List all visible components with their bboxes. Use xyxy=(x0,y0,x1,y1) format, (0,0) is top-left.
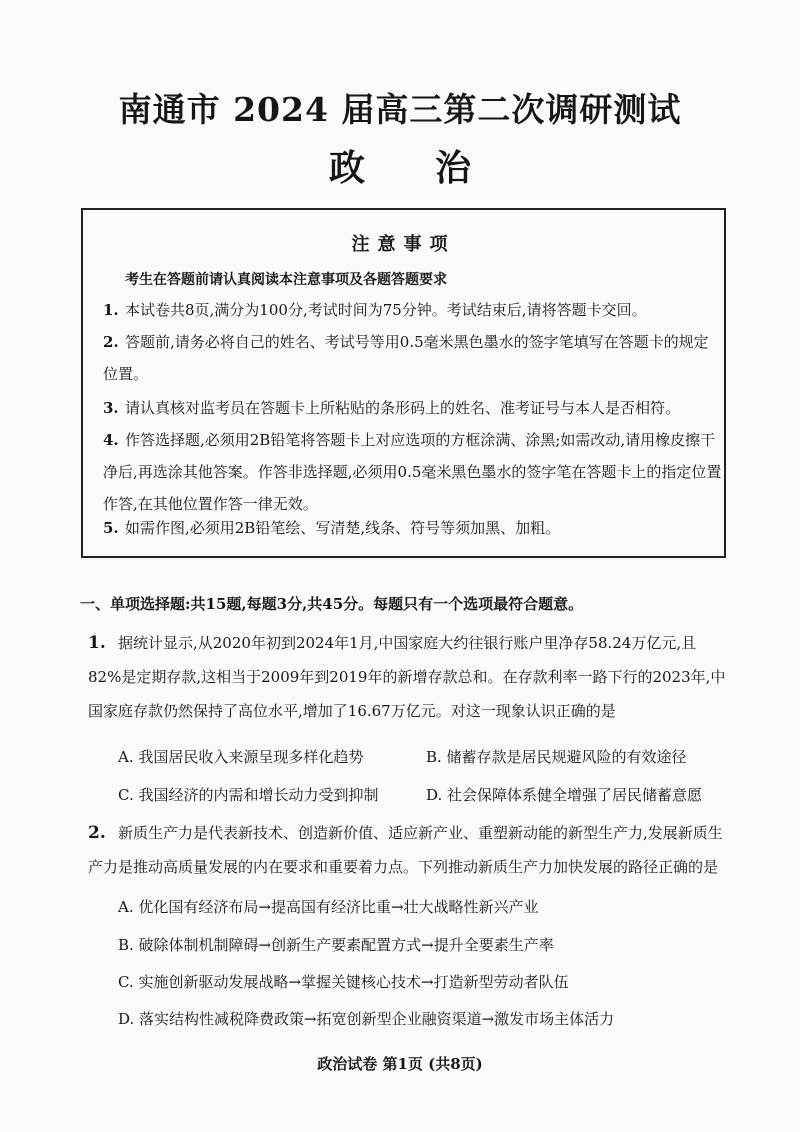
question-number: 2. xyxy=(88,823,106,843)
notice-item-number: 1. xyxy=(103,301,119,319)
question-stem xyxy=(88,626,728,728)
page-title: 南通市 2024 届高三第二次调研测试 xyxy=(118,90,682,129)
notice-item-number: 5. xyxy=(103,519,119,537)
notice-item xyxy=(103,326,723,390)
question-text: 新质生产力是代表新技术、创造新价值、适应新产业、重塑新动能的新型生产力,发展新质生产力是推动高质量发展的内在要求和重要着力点。下列推动新质生产力加快发展的路径正确的是 xyxy=(88,824,723,876)
notice-box xyxy=(81,208,726,558)
question-stem xyxy=(88,816,728,884)
option-b: B. 储蓄存款是居民规避风险的有效途径 xyxy=(426,748,687,766)
notice-item-text: 作答选择题,必须用2B铅笔将答题卡上对应选项的方框涂满、涂黑;如需改动,请用橡皮擦干净后,再选涂其他答案。作答非选择题,必须用0.5毫米黑色墨水的签字笔在答题卡上的指定位置作答,在其他位置作答一律无效。 xyxy=(103,431,722,513)
notice-item-number: 2. xyxy=(103,333,119,351)
option-c: C. 我国经济的内需和增长动力受到抑制 xyxy=(118,786,379,804)
notice-item xyxy=(103,392,723,424)
option-d: D. 社会保障体系健全增强了居民储蓄意愿 xyxy=(426,786,703,804)
notice-item-number: 4. xyxy=(103,431,119,449)
option-a: A. 优化国有经济布局→提高国有经济比重→壮大战略性新兴产业 xyxy=(118,898,539,916)
notice-item xyxy=(103,512,723,544)
page-footer: 政治试卷 第1页 (共8页) xyxy=(317,1055,483,1073)
subject-title: 政治 xyxy=(328,147,541,189)
section-heading: 一、单项选择题:共15题,每题3分,共45分。每题只有一个选项最符合题意。 xyxy=(80,595,584,613)
notice-item-number: 3. xyxy=(103,399,119,417)
notice-item xyxy=(103,424,723,520)
option-a: A. 我国居民收入来源呈现多样化趋势 xyxy=(118,748,364,766)
notice-item-text: 本试卷共8页,满分为100分,考试时间为75分钟。考试结束后,请将答题卡交回。 xyxy=(125,301,647,319)
notice-item xyxy=(103,294,723,326)
notice-item-text: 如需作图,必须用2B铅笔绘、写清楚,线条、符号等须加黑、加粗。 xyxy=(125,519,561,537)
notice-intro: 考生在答题前请认真阅读本注意事项及各题答题要求 xyxy=(125,272,447,288)
question-number: 1. xyxy=(88,633,106,653)
option-d: D. 落实结构性减税降费政策→拓宽创新型企业融资渠道→激发市场主体活力 xyxy=(118,1010,615,1028)
notice-item-text: 请认真核对监考员在答题卡上所粘贴的条形码上的姓名、准考证号与本人是否相符。 xyxy=(125,399,681,417)
notice-heading: 注意事项 xyxy=(351,234,456,255)
option-c: C. 实施创新驱动发展战略→掌握关键核心技术→打造新型劳动者队伍 xyxy=(118,973,569,991)
notice-item-text: 答题前,请务必将自己的姓名、考试号等用0.5毫米黑色墨水的签字笔填写在答题卡的规定位置。 xyxy=(103,333,709,383)
question-text: 据统计显示,从2020年初到2024年1月,中国家庭大约往银行账户里净存58.24万亿元,且82%是定期存款,这相当于2009年到2019年的新增存款总和。在存款利率一路下行的2023年,中国家庭存款仍然保持了高位水平,增加了16.67万亿元。对这一现象认识正确的是 xyxy=(88,634,726,720)
option-b: B. 破除体制机制障碍→创新生产要素配置方式→提升全要素生产率 xyxy=(118,936,554,954)
